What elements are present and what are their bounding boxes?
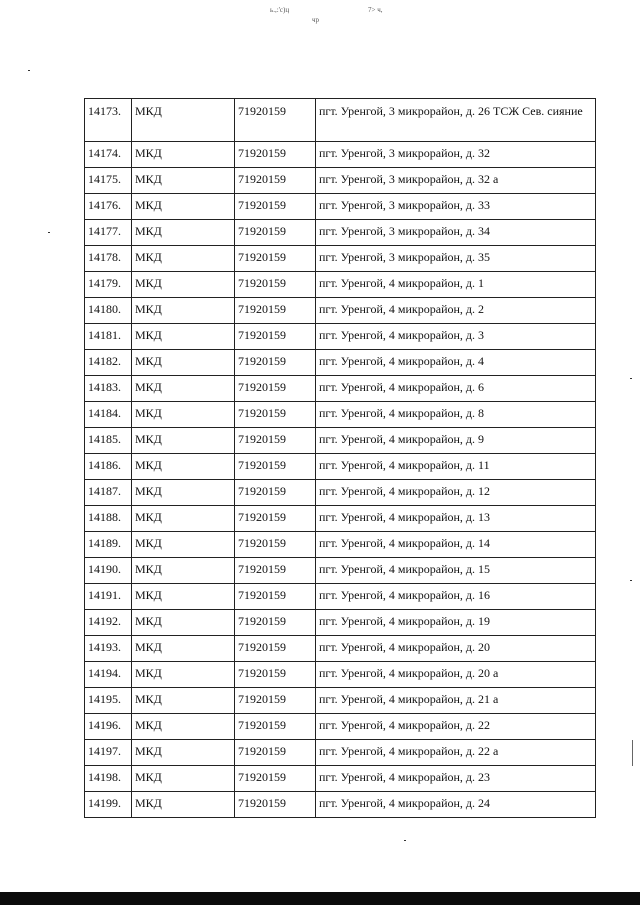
row-number: 14189. xyxy=(85,532,132,558)
object-type: МКД xyxy=(132,480,235,506)
registry-table xyxy=(84,98,596,818)
oktmo-code: 71920159 xyxy=(235,376,316,402)
object-type: МКД xyxy=(132,272,235,298)
oktmo-code: 71920159 xyxy=(235,506,316,532)
row-number: 14186. xyxy=(85,454,132,480)
row-number: 14195. xyxy=(85,688,132,714)
address-cell: пгт. Уренгой, 3 микрорайон, д. 32 xyxy=(316,142,596,168)
object-type: МКД xyxy=(132,636,235,662)
object-type: МКД xyxy=(132,168,235,194)
object-type: МКД xyxy=(132,220,235,246)
row-number: 14181. xyxy=(85,324,132,350)
oktmo-code: 71920159 xyxy=(235,792,316,818)
oktmo-code: 71920159 xyxy=(235,402,316,428)
row-number: 14191. xyxy=(85,584,132,610)
address-cell: пгт. Уренгой, 4 микрорайон, д. 22 а xyxy=(316,740,596,766)
table-row xyxy=(85,506,596,532)
oktmo-code: 71920159 xyxy=(235,584,316,610)
oktmo-code: 71920159 xyxy=(235,142,316,168)
address-cell: пгт. Уренгой, 4 микрорайон, д. 12 xyxy=(316,480,596,506)
table-row xyxy=(85,584,596,610)
object-type: МКД xyxy=(132,558,235,584)
table-row xyxy=(85,402,596,428)
oktmo-code: 71920159 xyxy=(235,766,316,792)
address-cell: пгт. Уренгой, 4 микрорайон, д. 6 xyxy=(316,376,596,402)
row-number: 14183. xyxy=(85,376,132,402)
address-cell: пгт. Уренгой, 4 микрорайон, д. 20 xyxy=(316,636,596,662)
row-number: 14185. xyxy=(85,428,132,454)
address-cell: пгт. Уренгой, 4 микрорайон, д. 9 xyxy=(316,428,596,454)
scan-speck xyxy=(28,70,30,71)
object-type: МКД xyxy=(132,740,235,766)
table-row xyxy=(85,480,596,506)
row-number: 14190. xyxy=(85,558,132,584)
object-type: МКД xyxy=(132,766,235,792)
row-number: 14184. xyxy=(85,402,132,428)
table-row xyxy=(85,99,596,142)
object-type: МКД xyxy=(132,99,235,142)
oktmo-code: 71920159 xyxy=(235,324,316,350)
address-cell: пгт. Уренгой, 3 микрорайон, д. 33 xyxy=(316,194,596,220)
address-cell: пгт. Уренгой, 4 микрорайон, д. 4 xyxy=(316,350,596,376)
table-row xyxy=(85,246,596,272)
table-row xyxy=(85,662,596,688)
address-cell: пгт. Уренгой, 3 микрорайон, д. 32 а xyxy=(316,168,596,194)
address-cell: пгт. Уренгой, 3 микрорайон, д. 34 xyxy=(316,220,596,246)
address-cell: пгт. Уренгой, 4 микрорайон, д. 20 а xyxy=(316,662,596,688)
table-row xyxy=(85,298,596,324)
table-row xyxy=(85,324,596,350)
table-row xyxy=(85,350,596,376)
row-number: 14192. xyxy=(85,610,132,636)
row-number: 14174. xyxy=(85,142,132,168)
oktmo-code: 71920159 xyxy=(235,272,316,298)
row-number: 14182. xyxy=(85,350,132,376)
row-number: 14178. xyxy=(85,246,132,272)
scan-speck xyxy=(630,378,632,379)
row-number: 14175. xyxy=(85,168,132,194)
object-type: МКД xyxy=(132,194,235,220)
address-cell: пгт. Уренгой, 4 микрорайон, д. 3 xyxy=(316,324,596,350)
object-type: МКД xyxy=(132,324,235,350)
object-type: МКД xyxy=(132,714,235,740)
scan-stamp-mark: ь.,:'с)ц xyxy=(270,6,290,14)
object-type: МКД xyxy=(132,506,235,532)
table-row xyxy=(85,194,596,220)
object-type: МКД xyxy=(132,454,235,480)
table-row xyxy=(85,636,596,662)
address-cell: пгт. Уренгой, 4 микрорайон, д. 11 xyxy=(316,454,596,480)
table-row xyxy=(85,740,596,766)
table-row xyxy=(85,558,596,584)
oktmo-code: 71920159 xyxy=(235,636,316,662)
table-row xyxy=(85,168,596,194)
object-type: МКД xyxy=(132,246,235,272)
object-type: МКД xyxy=(132,142,235,168)
address-cell: пгт. Уренгой, 3 микрорайон, д. 26 ТСЖ Сев. сияние xyxy=(316,99,596,142)
scan-stamp-mark: чр xyxy=(312,16,320,24)
address-cell: пгт. Уренгой, 4 микрорайон, д. 1 xyxy=(316,272,596,298)
address-cell: пгт. Уренгой, 4 микрорайон, д. 2 xyxy=(316,298,596,324)
object-type: МКД xyxy=(132,792,235,818)
oktmo-code: 71920159 xyxy=(235,350,316,376)
registry-table-body xyxy=(85,99,596,818)
oktmo-code: 71920159 xyxy=(235,480,316,506)
table-row xyxy=(85,792,596,818)
table-row xyxy=(85,376,596,402)
oktmo-code: 71920159 xyxy=(235,298,316,324)
row-number: 14199. xyxy=(85,792,132,818)
address-cell: пгт. Уренгой, 4 микрорайон, д. 22 xyxy=(316,714,596,740)
object-type: МКД xyxy=(132,584,235,610)
oktmo-code: 71920159 xyxy=(235,428,316,454)
row-number: 14197. xyxy=(85,740,132,766)
oktmo-code: 71920159 xyxy=(235,610,316,636)
object-type: МКД xyxy=(132,350,235,376)
row-number: 14180. xyxy=(85,298,132,324)
row-number: 14194. xyxy=(85,662,132,688)
row-number: 14198. xyxy=(85,766,132,792)
row-number: 14179. xyxy=(85,272,132,298)
oktmo-code: 71920159 xyxy=(235,99,316,142)
address-cell: пгт. Уренгой, 4 микрорайон, д. 8 xyxy=(316,402,596,428)
address-cell: пгт. Уренгой, 4 микрорайон, д. 23 xyxy=(316,766,596,792)
scan-speck xyxy=(48,232,50,233)
row-number: 14188. xyxy=(85,506,132,532)
object-type: МКД xyxy=(132,402,235,428)
oktmo-code: 71920159 xyxy=(235,220,316,246)
row-number: 14193. xyxy=(85,636,132,662)
address-cell: пгт. Уренгой, 4 микрорайон, д. 19 xyxy=(316,610,596,636)
address-cell: пгт. Уренгой, 4 микрорайон, д. 16 xyxy=(316,584,596,610)
oktmo-code: 71920159 xyxy=(235,168,316,194)
oktmo-code: 71920159 xyxy=(235,246,316,272)
table-row xyxy=(85,428,596,454)
scan-speck xyxy=(632,740,633,766)
object-type: МКД xyxy=(132,428,235,454)
scan-speck xyxy=(404,840,406,841)
scan-bottom-edge xyxy=(0,892,640,905)
object-type: МКД xyxy=(132,610,235,636)
scan-speck xyxy=(630,580,632,581)
table-row xyxy=(85,688,596,714)
oktmo-code: 71920159 xyxy=(235,688,316,714)
table-row xyxy=(85,610,596,636)
address-cell: пгт. Уренгой, 4 микрорайон, д. 24 xyxy=(316,792,596,818)
oktmo-code: 71920159 xyxy=(235,558,316,584)
table-row xyxy=(85,454,596,480)
row-number: 14173. xyxy=(85,99,132,142)
row-number: 14177. xyxy=(85,220,132,246)
table-row xyxy=(85,714,596,740)
address-cell: пгт. Уренгой, 4 микрорайон, д. 13 xyxy=(316,506,596,532)
oktmo-code: 71920159 xyxy=(235,532,316,558)
table-row xyxy=(85,142,596,168)
row-number: 14187. xyxy=(85,480,132,506)
table-row xyxy=(85,766,596,792)
object-type: МКД xyxy=(132,688,235,714)
table-row xyxy=(85,272,596,298)
table-row xyxy=(85,532,596,558)
oktmo-code: 71920159 xyxy=(235,662,316,688)
oktmo-code: 71920159 xyxy=(235,194,316,220)
address-cell: пгт. Уренгой, 4 микрорайон, д. 15 xyxy=(316,558,596,584)
object-type: МКД xyxy=(132,662,235,688)
row-number: 14176. xyxy=(85,194,132,220)
address-cell: пгт. Уренгой, 4 микрорайон, д. 21 а xyxy=(316,688,596,714)
oktmo-code: 71920159 xyxy=(235,740,316,766)
object-type: МКД xyxy=(132,376,235,402)
oktmo-code: 71920159 xyxy=(235,714,316,740)
table-row xyxy=(85,220,596,246)
object-type: МКД xyxy=(132,298,235,324)
address-cell: пгт. Уренгой, 3 микрорайон, д. 35 xyxy=(316,246,596,272)
scan-stamp-mark: 7> ч, xyxy=(368,6,383,14)
oktmo-code: 71920159 xyxy=(235,454,316,480)
row-number: 14196. xyxy=(85,714,132,740)
object-type: МКД xyxy=(132,532,235,558)
address-cell: пгт. Уренгой, 4 микрорайон, д. 14 xyxy=(316,532,596,558)
